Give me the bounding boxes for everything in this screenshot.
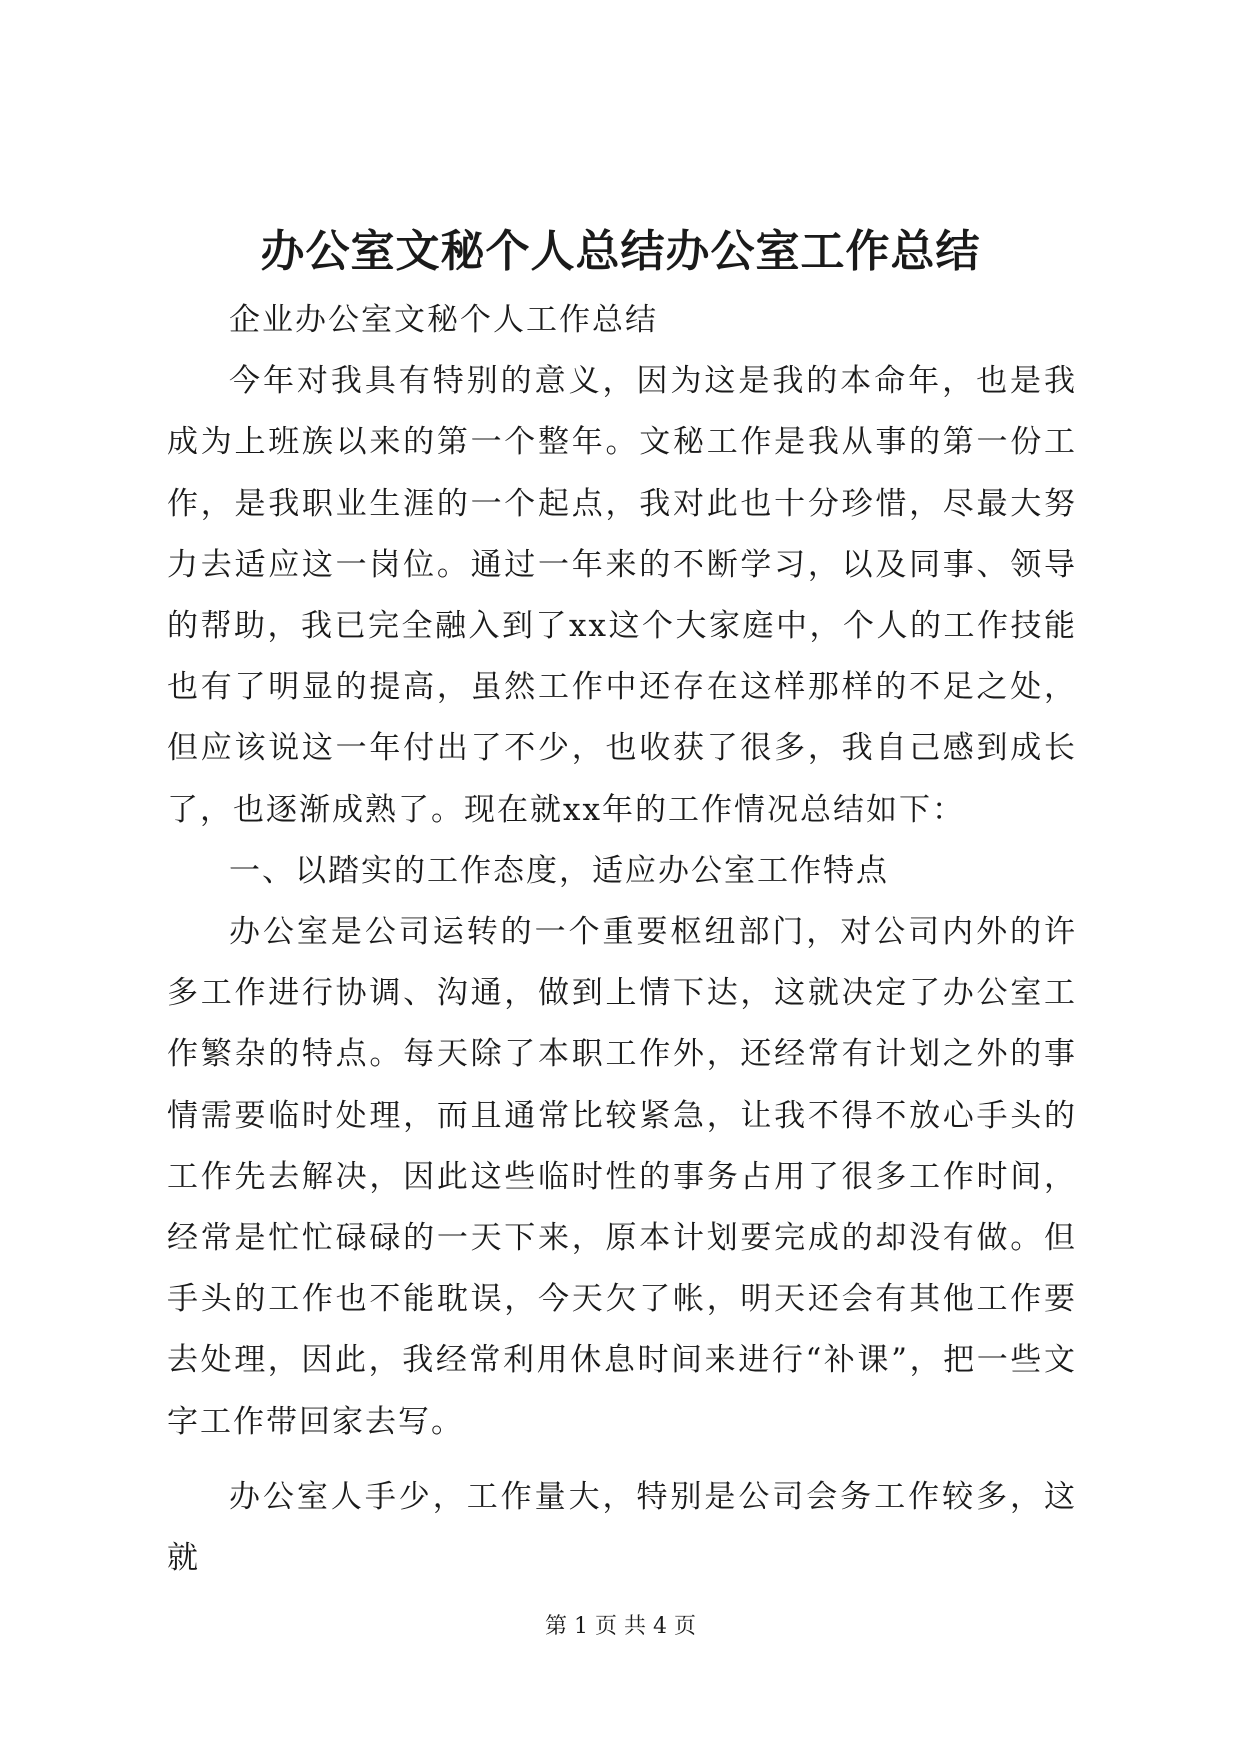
- section-heading-1: 一、以踏实的工作态度，适应办公室工作特点: [229, 852, 889, 889]
- paragraph-intro: 今年对我具有特别的意义，因为这是我的本命年，也是我成为上班族以来的第一个整年。文秘工作是我从事的第一份工作，是我职业生涯的一个起点，我对此也十分珍惜，尽最大努力去适应这一岗位。通过一年来的不断学习，以及同事、领导的帮助，我已完全融入到了xx这个大家庭中，个人的工作技能也有了明显的提高，虽然工作中还存在这样那样的不足之处，但应该说这一年付出了不少，也收获了很多，我自己感到成长了，也逐渐成熟了。现在就xx年的工作情况总结如下：: [167, 363, 1077, 828]
- document-body: [167, 290, 1077, 1589]
- paragraph-office-work: 办公室是公司运转的一个重要枢纽部门，对公司内外的许多工作进行协调、沟通，做到上情下达，这就决定了办公室工作繁杂的特点。每天除了本职工作外，还经常有计划之外的事情需要临时处理，而且通常比较紧急，让我不得不放心手头的工作先去解决，因此这些临时性的事务占用了很多工作时间，经常是忙忙碌碌的一天下来，原本计划要完成的却没有做。但手头的工作也不能耽误，今天欠了帐，明天还会有其他工作要去处理，因此，我经常利用休息时间来进行“补课”，把一些文字工作带回家去写。: [167, 914, 1077, 1440]
- page-number-footer: 第 1 页 共 4 页: [545, 1614, 696, 1639]
- document-subtitle: 企业办公室文秘个人工作总结: [229, 302, 658, 338]
- document-title: 办公室文秘个人总结办公室工作总结: [260, 226, 981, 277]
- paragraph-staffing: 办公室人手少，工作量大，特别是公司会务工作较多，这就: [167, 1478, 1077, 1577]
